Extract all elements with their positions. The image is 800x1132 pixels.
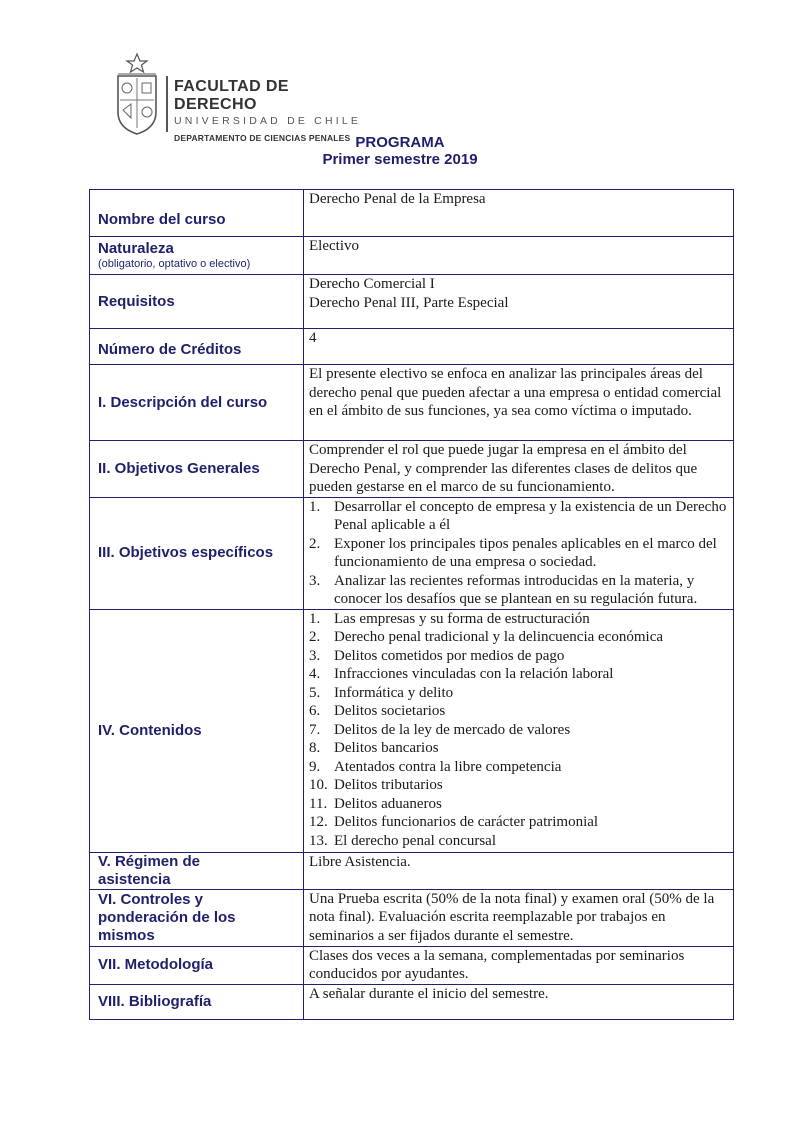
requisitos-value	[304, 275, 734, 329]
list-item	[309, 776, 729, 795]
list-item-text: Analizar las recientes reformas introducidas en la materia, y conocer los desafíos que se plantean en su regulación futura.	[334, 572, 698, 607]
faculty-name: FACULTAD DE DERECHO	[174, 78, 289, 113]
list-item-text: Desarrollar el concepto de empresa y la existencia de un Derecho Penal aplicable a él	[334, 498, 727, 533]
row-label: I. Descripción del curso	[90, 365, 304, 441]
list-item	[309, 572, 729, 609]
table-row	[90, 190, 734, 237]
list-item	[309, 610, 729, 629]
contenidos-value	[304, 609, 734, 852]
list-item	[309, 832, 729, 851]
row-label: III. Objetivos específicos	[90, 497, 304, 609]
requisito-item: Derecho Comercial I	[309, 276, 435, 292]
list-item	[309, 795, 729, 814]
table-row	[90, 852, 734, 889]
list-item-text: Delitos bancarios	[334, 740, 439, 756]
list-item-number: 5.	[309, 684, 321, 701]
list-item	[309, 684, 729, 703]
list-item-number: 8.	[309, 740, 321, 756]
row-label: Número de Créditos	[90, 329, 304, 365]
requisito-item: Derecho Penal III, Parte Especial	[309, 294, 509, 311]
bibliografia-value: A señalar durante el inicio del semestre.	[304, 984, 734, 1019]
page-title: PROGRAMA	[355, 134, 445, 151]
list-item-number: 6.	[309, 703, 321, 719]
list-item-text: Exponer los principales tipos penales aplicables en el marco del funcionamiento de una empresa o sociedad.	[334, 535, 717, 570]
contenidos-list	[309, 610, 729, 851]
table-row	[90, 237, 734, 275]
list-item	[309, 498, 729, 535]
table-row	[90, 984, 734, 1019]
list-item-number: 9.	[309, 758, 321, 775]
list-item	[309, 702, 729, 721]
row-label: VIII. Bibliografía	[90, 984, 304, 1019]
controles-value: Una Prueba escrita (50% de la nota final) y examen oral (50% de la nota final). Evaluación escrita reemplazable por trabajos en seminarios a ser fijados durante el semestre.	[304, 889, 734, 946]
list-item-text: Derecho penal tradicional y la delincuencia económica	[334, 629, 664, 645]
row-label: V. Régimen de asistencia	[90, 852, 304, 889]
list-item-number: 10.	[309, 777, 328, 793]
list-item	[309, 721, 729, 740]
row-label	[90, 237, 304, 275]
list-item-number: 11.	[309, 795, 328, 812]
list-item-number: 1.	[309, 498, 321, 515]
list-item	[309, 758, 729, 777]
list-item-text: Delitos de la ley de mercado de valores	[334, 721, 571, 738]
university-name: UNIVERSIDAD DE CHILE	[174, 115, 362, 127]
regimen-value: Libre Asistencia.	[304, 852, 734, 889]
naturaleza-note: (obligatorio, optativo o electivo)	[98, 258, 251, 270]
list-item-number: 2.	[309, 629, 321, 645]
naturaleza-label: Naturaleza	[98, 240, 174, 257]
list-item	[309, 739, 729, 758]
table-row	[90, 275, 734, 329]
creditos-value: 4	[304, 329, 734, 365]
course-name-value: Derecho Penal de la Empresa	[304, 190, 734, 237]
row-label: II. Objetivos Generales	[90, 441, 304, 498]
table-row	[90, 441, 734, 498]
list-item-number: 1.	[309, 610, 321, 627]
list-item-text: Las empresas y su forma de estructuración	[334, 610, 590, 627]
list-item-number: 12.	[309, 814, 328, 830]
list-item-text: Delitos tributarios	[334, 777, 443, 793]
objetivos-especificos-value	[304, 497, 734, 609]
row-label: Requisitos	[90, 275, 304, 329]
row-label: VII. Metodología	[90, 946, 304, 984]
list-item-text: Delitos societarios	[334, 703, 446, 719]
list-item	[309, 647, 729, 666]
page-subtitle: Primer semestre 2019	[322, 151, 478, 168]
objetivos-generales-value: Comprender el rol que puede jugar la empresa en el ámbito del Derecho Penal, y comprender las diferentes clases de delitos que pueden gestarse en el marco de su funcionamiento.	[304, 441, 734, 498]
list-item-number: 3.	[309, 572, 321, 589]
list-item	[309, 535, 729, 572]
list-item-text: El derecho penal concursal	[334, 832, 497, 849]
list-item-number: 13.	[309, 832, 328, 849]
program-table	[89, 189, 734, 1020]
list-item-number: 4.	[309, 666, 321, 682]
table-row	[90, 497, 734, 609]
faculty-logo	[112, 52, 372, 143]
department-name: DEPARTAMENTO DE CIENCIAS PENALES	[174, 133, 351, 143]
table-row	[90, 329, 734, 365]
list-item	[309, 813, 729, 832]
objetivos-list	[309, 498, 729, 609]
descripcion-value: El presente electivo se enfoca en analizar las principales áreas del derecho penal que pueden afectar a una empresa o entidad comercial en el ámbito de sus funciones, ya sea como víctima o imputado.	[304, 365, 734, 441]
list-item-text: Delitos aduaneros	[334, 795, 442, 812]
list-item-text: Delitos cometidos por medios de pago	[334, 647, 565, 664]
metodologia-value: Clases dos veces a la semana, complementadas por seminarios conducidos por ayudantes.	[304, 946, 734, 984]
list-item-text: Delitos funcionarios de carácter patrimonial	[334, 814, 599, 830]
table-row	[90, 889, 734, 946]
list-item	[309, 665, 729, 684]
list-item-text: Atentados contra la libre competencia	[334, 758, 562, 775]
list-item-number: 3.	[309, 647, 321, 664]
row-label: Nombre del curso	[90, 190, 304, 237]
table-row	[90, 946, 734, 984]
list-item	[309, 628, 729, 647]
list-item-number: 2.	[309, 535, 321, 552]
table-row	[90, 365, 734, 441]
table-row	[90, 609, 734, 852]
list-item-text: Infracciones vinculadas con la relación laboral	[334, 666, 614, 682]
list-item-number: 7.	[309, 721, 321, 738]
naturaleza-value: Electivo	[304, 237, 734, 275]
row-label: IV. Contenidos	[90, 609, 304, 852]
row-label: VI. Controles y ponderación de los mismos	[90, 889, 304, 946]
logo-divider	[166, 76, 168, 132]
university-crest-icon	[112, 52, 162, 136]
list-item-text: Informática y delito	[334, 684, 454, 701]
